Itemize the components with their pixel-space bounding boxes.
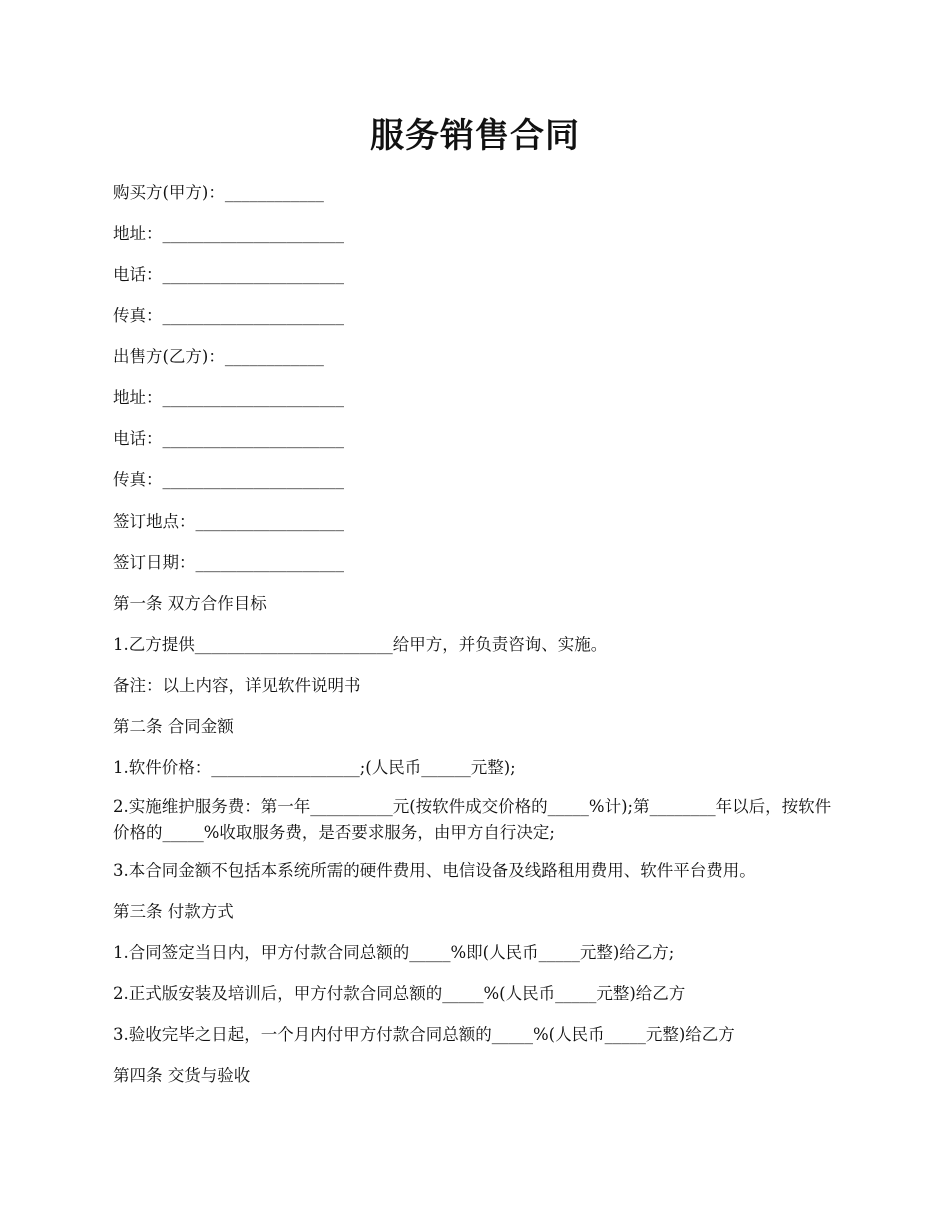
buyer-fax-line: 传真：______________________ [113, 306, 344, 325]
article-1-note: 备注：以上内容，详见软件说明书 [113, 676, 361, 695]
article-3-clause-3: 3.验收完毕之日起，一个月内付甲方付款合同总额的_____%(人民币_____元整)给乙方 [113, 1025, 735, 1044]
document-title: 服务销售合同 [370, 116, 580, 156]
article-2-clause-2: 2.实施维护服务费：第一年__________元(按软件成交价格的_____%计);第________年以后，按软件价格的_____%收取服务费，是否要求服务，由甲方自行决定; [113, 797, 832, 842]
seller-phone-line: 电话：______________________ [113, 429, 344, 448]
signing-place-line: 签订地点：__________________ [113, 512, 344, 531]
article-2-clause-1: 1.软件价格：__________________;(人民币______元整); [113, 758, 516, 777]
article-3-clause-2: 2.正式版安装及培训后，甲方付款合同总额的_____%(人民币_____元整)给乙方 [113, 984, 686, 1003]
buyer-party-line: 购买方(甲方)：____________ [113, 183, 324, 202]
buyer-phone-line: 电话：______________________ [113, 265, 344, 284]
seller-fax-line: 传真：______________________ [113, 470, 344, 489]
article-3-clause-1: 1.合同签定当日内，甲方付款合同总额的_____%即(人民币_____元整)给乙方; [113, 943, 675, 962]
seller-party-line: 出售方(乙方)：____________ [113, 347, 324, 366]
article-2-heading: 第二条 合同金额 [113, 717, 234, 736]
article-1-clause-1: 1.乙方提供________________________给甲方，并负责咨询、实施。 [113, 635, 608, 654]
signing-date-line: 签订日期：__________________ [113, 553, 344, 572]
article-1-heading: 第一条 双方合作目标 [113, 594, 267, 613]
article-2-clause-3: 3.本合同金额不包括本系统所需的硬件费用、电信设备及线路租用费用、软件平台费用。 [113, 861, 756, 880]
article-4-heading: 第四条 交货与验收 [113, 1066, 251, 1085]
buyer-address-line: 地址：______________________ [113, 224, 344, 243]
seller-address-line: 地址：______________________ [113, 388, 344, 407]
article-3-heading: 第三条 付款方式 [113, 902, 234, 921]
